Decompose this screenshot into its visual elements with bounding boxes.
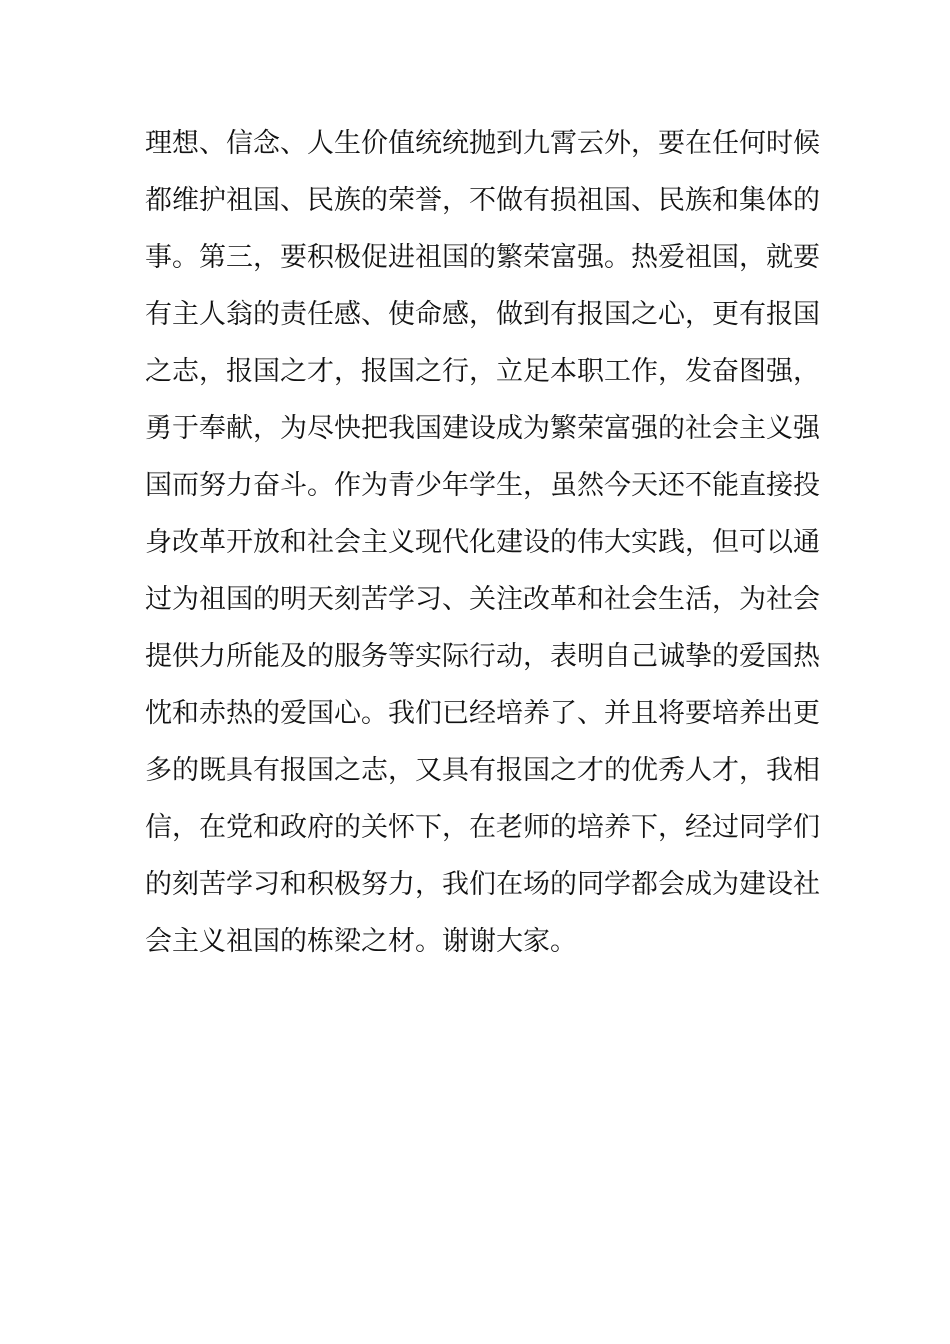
text-line: 多的既具有报国之志，又具有报国之才的优秀人才，我相: [145, 755, 820, 786]
text-line: 提供力所能及的服务等实际行动，表明自己诚挚的爱国热: [145, 641, 820, 672]
text-line: 的刻苦学习和积极努力，我们在场的同学都会成为建设社: [145, 869, 820, 900]
body-paragraph: [145, 115, 825, 970]
text-line: 国而努力奋斗。作为青少年学生，虽然今天还不能直接投: [145, 470, 820, 501]
text-line: 之志，报国之才，报国之行，立足本职工作，发奋图强，: [145, 356, 820, 387]
text-line: 过为祖国的明天刻苦学习、关注改革和社会生活，为社会: [145, 584, 820, 615]
text-line: 会主义祖国的栋梁之材。谢谢大家。: [145, 926, 577, 957]
text-line: 都维护祖国、民族的荣誉，不做有损祖国、民族和集体的: [145, 185, 820, 216]
text-line: 有主人翁的责任感、使命感，做到有报国之心，更有报国: [145, 299, 820, 330]
text-line: 事。第三，要积极促进祖国的繁荣富强。热爱祖国，就要: [145, 242, 820, 273]
text-line: 信，在党和政府的关怀下，在老师的培养下，经过同学们: [145, 812, 820, 843]
text-line: 勇于奉献，为尽快把我国建设成为繁荣富强的社会主义强: [145, 413, 820, 444]
text-line: 忱和赤热的爱国心。我们已经培养了、并且将要培养出更: [145, 698, 820, 729]
text-line: 身改革开放和社会主义现代化建设的伟大实践，但可以通: [145, 527, 820, 558]
text-line: 理想、信念、人生价值统统抛到九霄云外，要在任何时候: [145, 128, 820, 159]
